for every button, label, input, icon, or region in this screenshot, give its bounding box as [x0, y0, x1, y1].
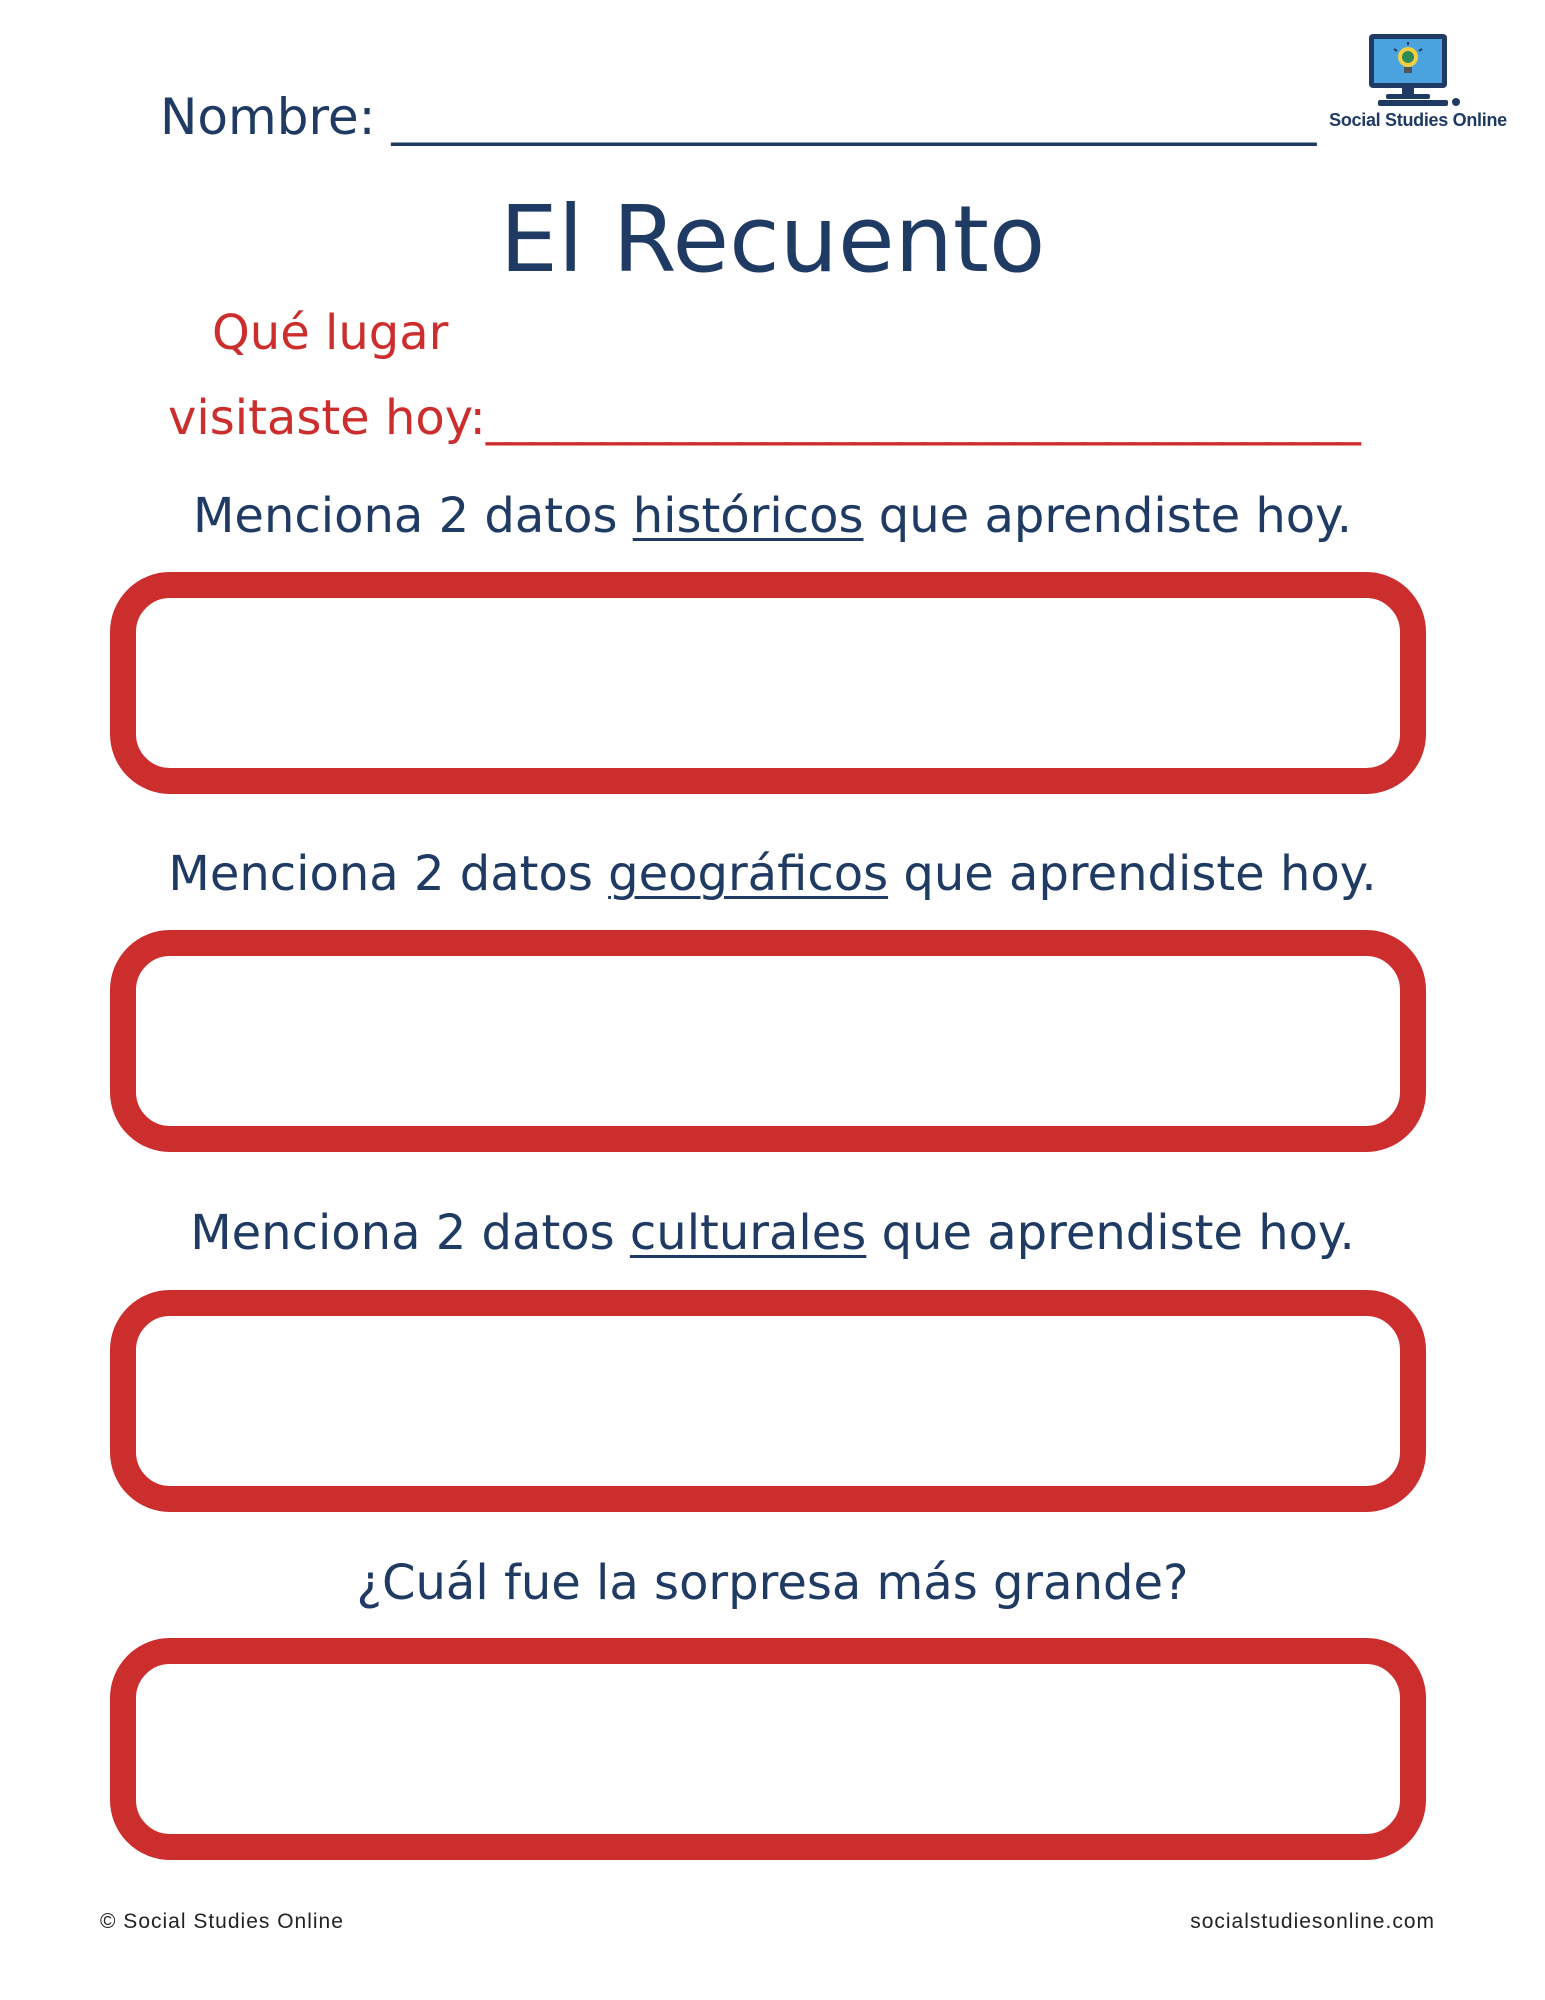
- prompt-text: que aprendiste hoy.: [863, 488, 1352, 544]
- prompt-text: Menciona 2 datos: [193, 488, 633, 544]
- name-blank[interactable]: _____________________________________: [391, 88, 1317, 146]
- prompt-geographic: [0, 846, 1545, 902]
- name-field: [160, 88, 1316, 146]
- prompt-surprise: [0, 1555, 1545, 1611]
- prompt-emphasis: históricos: [632, 488, 864, 544]
- prompt-emphasis: culturales: [629, 1205, 867, 1261]
- name-label: Nombre:: [160, 88, 376, 146]
- visit-question-label: visitaste hoy:: [168, 390, 486, 446]
- prompt-text: que aprendiste hoy.: [888, 846, 1377, 902]
- prompt-emphasis: geográficos: [608, 846, 889, 902]
- footer-copyright: © Social Studies Online: [100, 1910, 344, 1933]
- computer-lightbulb-globe-icon: [1318, 32, 1518, 112]
- answer-box-historical[interactable]: [110, 572, 1426, 794]
- visit-question-line1: Qué lugar: [212, 305, 449, 361]
- logo: [1318, 32, 1518, 142]
- logo-text: Social Studies Online: [1329, 110, 1507, 130]
- prompt-text: Menciona 2 datos: [190, 1205, 630, 1261]
- footer-website[interactable]: socialstudiesonline.com: [1190, 1910, 1435, 1933]
- prompt-historical: [0, 488, 1545, 544]
- answer-box-cultural[interactable]: [110, 1290, 1426, 1512]
- prompt-text: ¿Cuál fue la sorpresa más grande?: [356, 1555, 1189, 1611]
- prompt-text: Menciona 2 datos: [168, 846, 609, 902]
- answer-box-geographic[interactable]: [110, 930, 1426, 1152]
- page-title: El Recuento: [499, 186, 1046, 293]
- answer-box-surprise[interactable]: [110, 1638, 1426, 1860]
- prompt-text: que aprendiste hoy.: [866, 1205, 1355, 1261]
- visit-question-line2: [168, 390, 1360, 446]
- prompt-cultural: [0, 1205, 1545, 1261]
- visit-blank[interactable]: ______________________________________: [485, 390, 1360, 446]
